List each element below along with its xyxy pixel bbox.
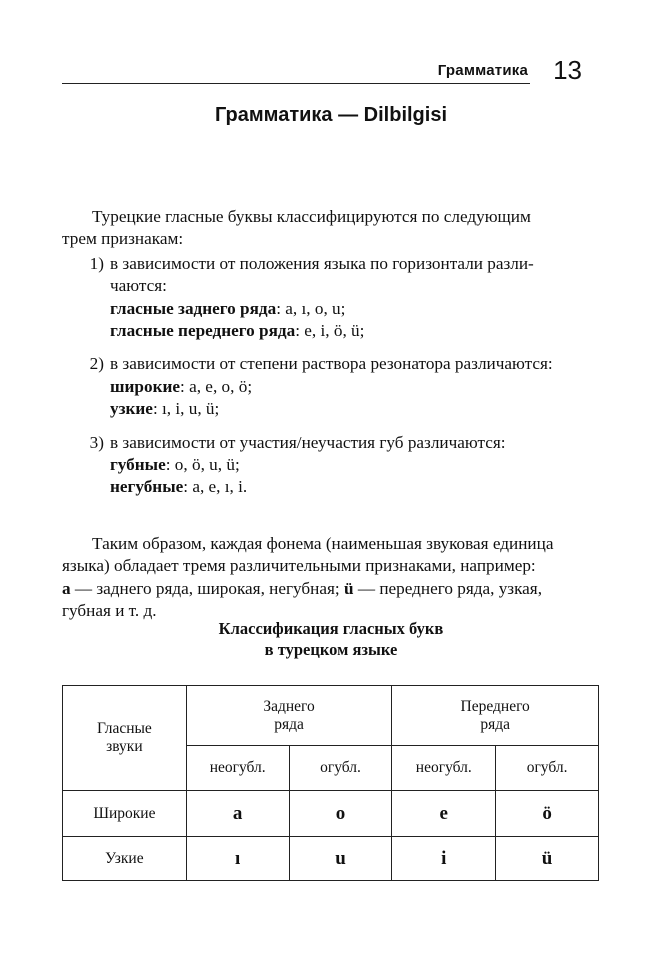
row-label: Широкие xyxy=(63,791,187,837)
list-subitem: гласные переднего ряда: e, i, ö, ü; xyxy=(110,321,365,341)
table-column-header: неогубл. xyxy=(186,746,289,791)
table-cell: ü xyxy=(496,837,599,881)
table-cell: ı xyxy=(186,837,289,881)
table-column-header: огубл. xyxy=(289,746,392,791)
list-item: 2) в зависимости от степени раствора резонатора различаются: широкие: a, e, o, ö; узкие: ı, i, u, ü; xyxy=(62,353,600,420)
list-subitem: негубные: a, e, ı, i. xyxy=(110,477,248,497)
table-cell: o xyxy=(289,791,392,837)
list-subitem: узкие: ı, i, u, ü; xyxy=(110,399,220,419)
table-column-header: неогубл. xyxy=(392,746,496,791)
table-row xyxy=(63,791,599,837)
list-item: 3) в зависимости от участия/неучастия губ различаются: губные: o, ö, u, ü; негубные: a, e, ı, i. xyxy=(62,432,600,499)
table-caption: Классификация гласных букв в турецком языке xyxy=(218,619,444,659)
table-cell: i xyxy=(392,837,496,881)
header-rule xyxy=(62,83,530,84)
vowel-table xyxy=(62,685,599,881)
running-header-title: Грамматика xyxy=(437,62,528,79)
row-label: Узкие xyxy=(63,837,187,881)
chapter-title: Грамматика — Dilbilgisi xyxy=(214,104,448,126)
table-column-header: огубл. xyxy=(496,746,599,791)
table-cell: e xyxy=(392,791,496,837)
table-cell: u xyxy=(289,837,392,881)
table-cell: a xyxy=(186,791,289,837)
table-group-header: Переднего ряда xyxy=(392,686,599,746)
body-text xyxy=(62,206,600,623)
summary-paragraph: Таким образом, каждая фонема (наименьшая звуковая единица языка) обладает тремя различительными признаками, например: a — заднего ряда, широкая, негубная; ü — переднего ряда, узкая, губная и т. д. xyxy=(62,533,554,621)
page-number: 13 xyxy=(553,55,582,85)
list-item: 1) в зависимости от положения языка по горизонтали разли- чаются: гласные заднего ряда: a, ı, o, u; гласные переднего ряда: e, i, ö, ü; xyxy=(62,253,600,343)
table-corner-header: Гласные звуки xyxy=(63,686,187,791)
table-cell: ö xyxy=(496,791,599,837)
intro-paragraph: Турецкие гласные буквы классифицируются по следующим трем признакам: xyxy=(62,207,531,249)
table-row xyxy=(63,837,599,881)
list-subitem: губные: o, ö, u, ü; xyxy=(110,455,240,475)
list-subitem: гласные заднего ряда: a, ı, o, u; xyxy=(110,298,346,318)
table-group-header: Заднего ряда xyxy=(186,686,392,746)
list-subitem: широкие: a, e, o, ö; xyxy=(110,376,253,396)
